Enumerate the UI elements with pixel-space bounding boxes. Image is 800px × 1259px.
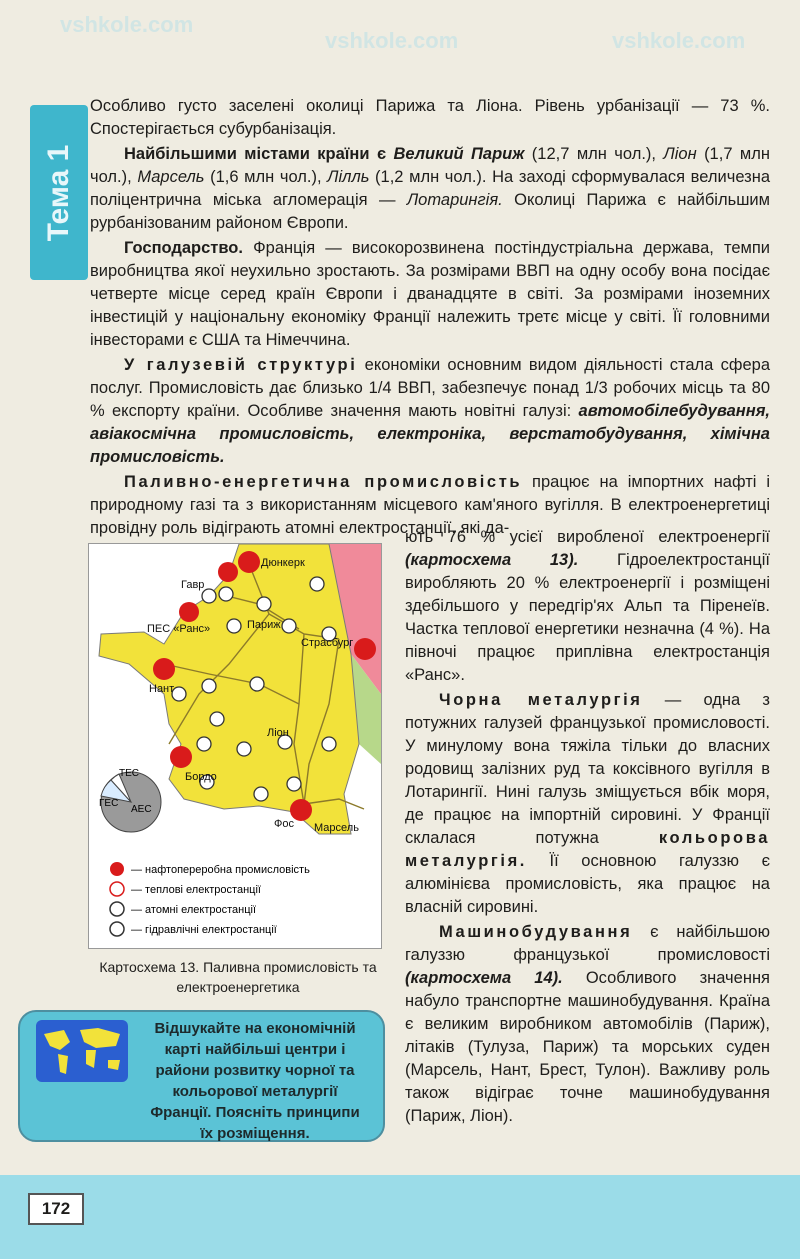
task-text: Відшукайте на економічній карті найбільші центри і райони розвитку чорної та кольорової металургії Франції. Поясніть принципи їх розміщення.	[150, 1020, 360, 1142]
watermark: vshkole.com	[60, 12, 194, 37]
energy-map	[88, 543, 382, 949]
label-marseille: Марсель	[314, 822, 359, 834]
world-map-icon	[36, 1020, 128, 1082]
refinery-bordeaux	[170, 746, 192, 768]
label-nantes: Нант	[149, 683, 175, 695]
legend-nuclear: — атомні електростанції	[131, 904, 257, 916]
legend-refinery: — нафтопереробна промисловість	[131, 864, 310, 876]
paragraph-structure: У галузевій структурі економіки основним видом діяльності стала сфера послуг. Промисловість дає близько 1/4 ВВП, забезпечує понад 1/3 робочих місць та 80 % експорту країни. Особливе значення мають новітні галузі: автомобілебудування, авіакосмічна промисловість, електроніка, верстатобудування, хімічна промисловість.	[90, 356, 770, 466]
paragraph-urbanization: Особливо густо заселені околиці Парижа та Ліона. Рівень урбанізації — 73 %. Спостерігається субурбанізація.	[90, 97, 770, 138]
map-legend	[89, 854, 381, 948]
legend-thermal: — теплові електростанції	[131, 884, 261, 896]
label-bordeaux: Бордо	[185, 771, 217, 783]
paragraph-machinery: Машинобудування є найбільшою галуззю французької промисловості (картосхема 14). Особливого значення набуло транспортне машинобудування. Країна є великим виробником автомобілів (Париж), літаків (Тулуза, Париж) та морських суден (Марсель, Нант, Брест, Тулон). Важливу роль також відіграє точне машинобудування (Париж, Ліон).	[405, 923, 770, 1125]
right-column	[405, 526, 770, 1130]
map-svg	[89, 544, 381, 948]
paragraph-energy: Паливно-енергетична промисловість працює на імпортних нафті і природному газі та з використанням місцевого кам'яного вугілля. В електроенергетиці провідну роль відіграють атомні електростанції, які да-	[90, 473, 770, 537]
main-text	[90, 95, 770, 542]
refinery-dunkirk	[238, 551, 260, 573]
paragraph-economy: Господарство. Франція — високорозвинена постіндустріальна держава, темпи виробництва якої неухильно зростають. За розмірами ВВП на одну особу вона посідає четверте місце серед країн Європи і дванадцяте в світі. За розмірами іноземних інвестицій у національну економіку Франції належить третє місце у світі. Її головними інвесторами є США та Німеччина.	[90, 239, 770, 349]
label-rance: ПЕС «Ранс»	[147, 623, 211, 635]
paragraph-ferrous: Чорна металургія — одна з потужних галузей французької промисловості. У минулому вона тяжіла тільки до власних родовищ залізних руд та коксівного вугілля в Лотарингії. Нині галузь зміщується вбік моря, де працює на імпортній сировині. У Франції склалася потужна кольорова металургія. Її основною галуззю є алюмінієва промисловість, яка працює на власній сировині.	[405, 691, 770, 916]
map-caption: Картосхема 13. Паливна промисловість та електроенергетика	[99, 959, 377, 995]
refinery-dunkirk-2	[218, 562, 238, 582]
footer-band	[0, 1175, 800, 1259]
label-paris: Париж	[247, 619, 281, 631]
refinery-havre	[179, 602, 199, 622]
pie-label-aes: АЕС	[131, 804, 152, 815]
paragraph-cities: Найбільшими містами країни є Великий Париж (12,7 млн чол.), Ліон (1,7 млн чол.), Марсель (1,6 млн чол.), Лілль (1,2 млн чол.). На заході сформувалася величезна поліцентрична міська агломерація — Лотарингія. Околиці Парижа є найбільшим рурбанізованим районом Європи.	[90, 145, 770, 232]
task-box	[18, 1010, 385, 1142]
label-havre: Гавр	[181, 579, 205, 591]
label-strasbourg: Страсбург	[301, 637, 354, 649]
legend-hydro: — гідравлічні електростанції	[131, 924, 277, 936]
label-lyon: Ліон	[267, 727, 289, 739]
refinery-nantes	[153, 658, 175, 680]
topic-tab	[30, 105, 88, 280]
pie-label-ges: ГЕС	[99, 798, 119, 809]
label-dunkirk: Дюнкерк	[261, 557, 305, 569]
label-fos: Фос	[274, 818, 294, 830]
watermark: vshkole.com	[612, 28, 746, 53]
pie-label-tes: ТЕС	[119, 768, 139, 779]
topic-label: Тема 1	[42, 144, 75, 241]
watermark: vshkole.com	[325, 28, 459, 53]
paragraph-nuclear: ють 76 % усієї виробленої електроенергії (картосхема 13). Гідроелектростанції виробляють 20 % електроенергії і розміщені здебільшого у передгір'ях Альп та Піренеїв. Частка теплової енергетики незначна (4 %). На півночі працює приплівна електростанція «Ранс».	[405, 528, 770, 684]
refinery-strasbourg	[354, 638, 376, 660]
page-number: 172	[28, 1193, 84, 1225]
